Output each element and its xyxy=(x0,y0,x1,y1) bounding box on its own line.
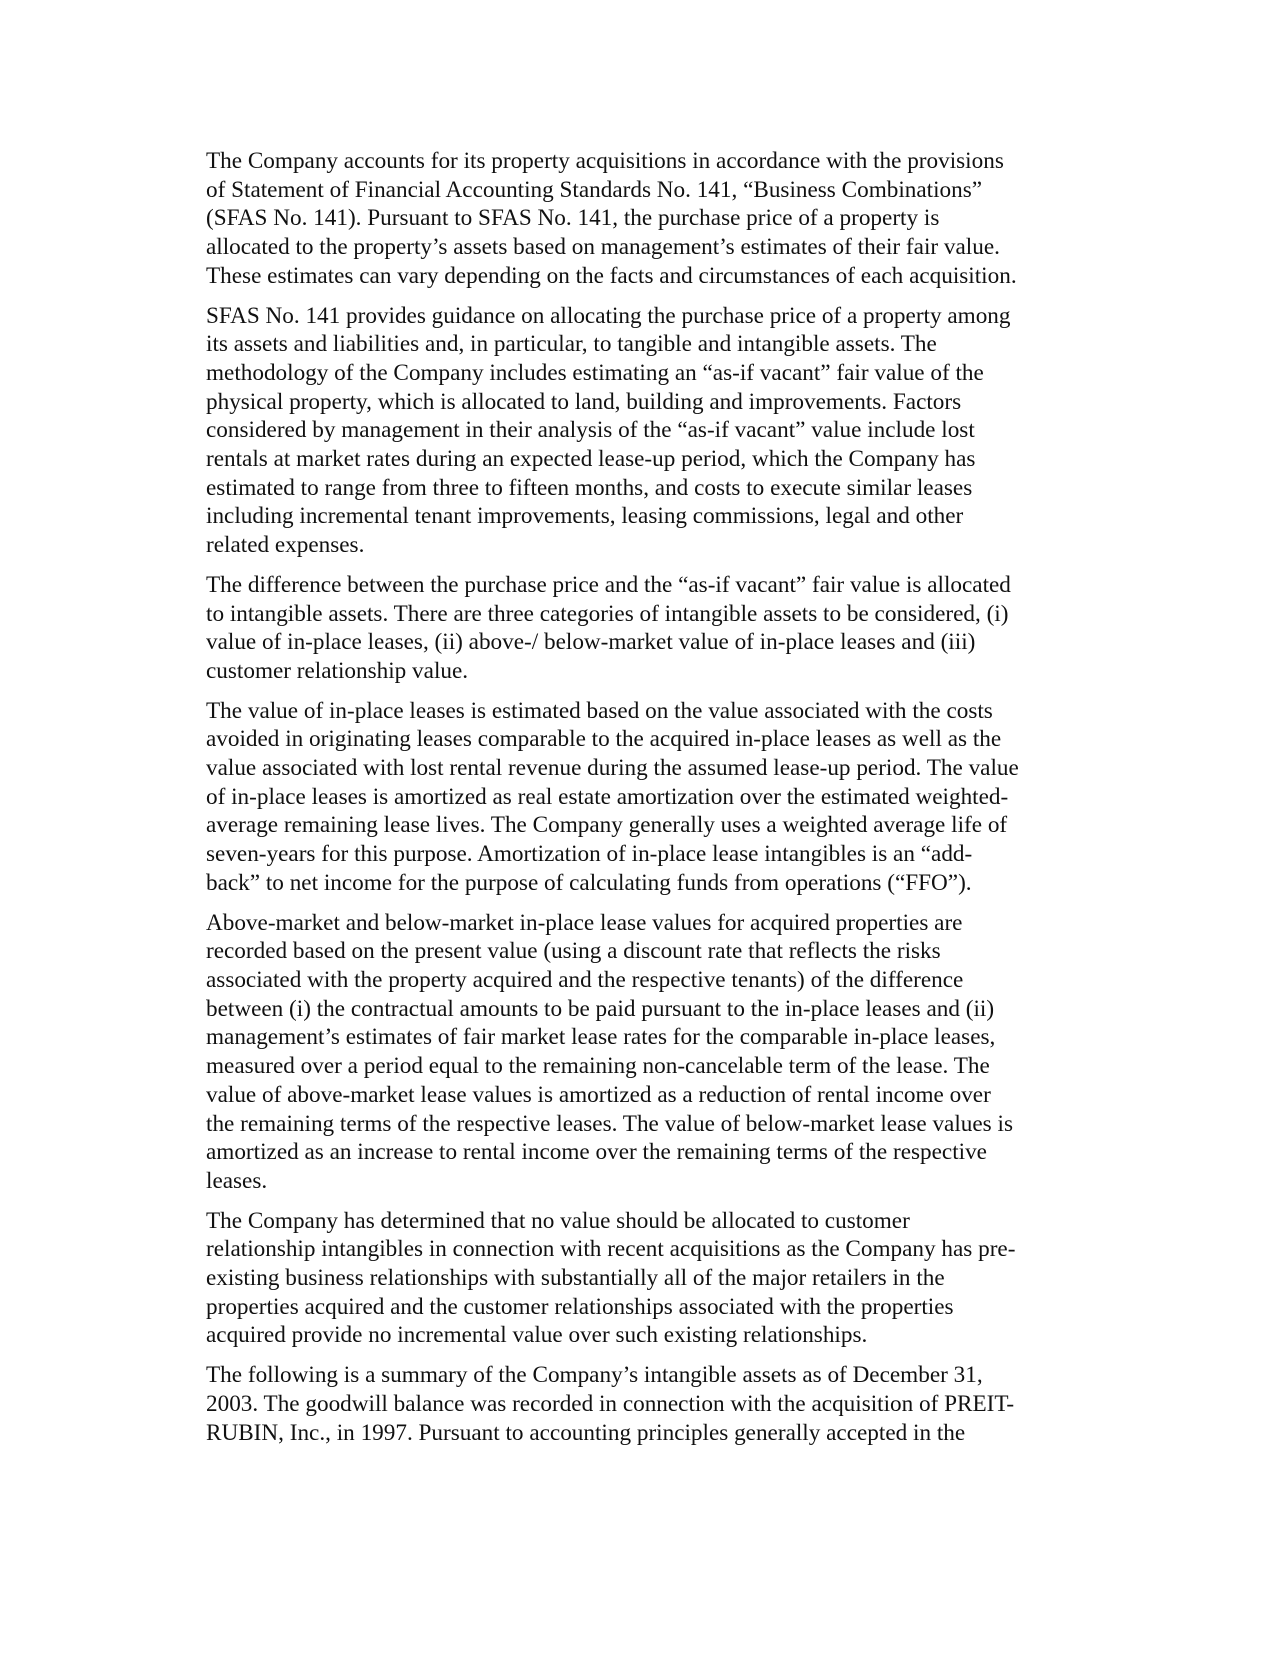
text-line: value associated with lost rental revenue during the assumed lease-up period. The value xyxy=(206,755,1019,782)
text-line: including incremental tenant improvements, leasing commissions, legal and other xyxy=(206,503,964,530)
text-line: physical property, which is allocated to land, building and improvements. Factors xyxy=(206,388,962,415)
text-line: RUBIN, Inc., in 1997. Pursuant to accounting principles generally accepted in the xyxy=(206,1419,966,1446)
text-line: average remaining lease lives. The Company generally uses a weighted average life of xyxy=(206,812,1008,839)
text-line: rentals at market rates during an expected lease-up period, which the Company has xyxy=(206,446,976,473)
text-line: management’s estimates of fair market lease rates for the comparable in-place leases, xyxy=(206,1024,996,1051)
text-line: allocated to the property’s assets based on management’s estimates of their fair value. xyxy=(206,234,1000,261)
text-line: properties acquired and the customer relationships associated with the properties xyxy=(206,1293,954,1320)
text-line: related expenses. xyxy=(206,532,365,559)
text-line: 2003. The goodwill balance was recorded in connection with the acquisition of PREIT- xyxy=(206,1390,1015,1417)
text-line: acquired provide no incremental value over such existing relationships. xyxy=(206,1322,868,1349)
text-line: associated with the property acquired and the respective tenants) of the difference xyxy=(206,966,964,993)
paragraph-customer-relationships xyxy=(206,1207,1086,1351)
text-line: amortized as an increase to rental income over the remaining terms of the respective xyxy=(206,1139,987,1166)
text-line: The Company has determined that no value should be allocated to customer xyxy=(206,1207,910,1234)
document-body xyxy=(206,147,1086,1458)
text-line: the remaining terms of the respective leases. The value of below-market lease values is xyxy=(206,1110,1013,1137)
text-line: SFAS No. 141 provides guidance on allocating the purchase price of a property among xyxy=(206,302,1011,329)
text-line: to intangible assets. There are three categories of intangible assets to be considered, (i) xyxy=(206,600,1009,627)
text-line: The value of in-place leases is estimated based on the value associated with the costs xyxy=(206,697,993,724)
text-line: value of above-market lease values is amortized as a reduction of rental income over xyxy=(206,1081,991,1108)
text-line: (SFAS No. 141). Pursuant to SFAS No. 141, the purchase price of a property is xyxy=(206,205,940,232)
paragraph-in-place-leases xyxy=(206,697,1086,898)
text-line: its assets and liabilities and, in particular, to tangible and intangible assets. The xyxy=(206,331,937,358)
text-line: The difference between the purchase price and the “as-if vacant” fair value is allocated xyxy=(206,571,1011,598)
text-line: avoided in originating leases comparable to the acquired in-place leases as well as the xyxy=(206,726,1002,753)
text-line: customer relationship value. xyxy=(206,657,469,684)
text-line: between (i) the contractual amounts to be paid pursuant to the in-place leases and (ii) xyxy=(206,995,995,1022)
text-line: considered by management in their analysis of the “as-if vacant” value include lost xyxy=(206,417,975,444)
text-line: seven-years for this purpose. Amortization of in-place lease intangibles is an “add- xyxy=(206,841,973,868)
text-line: relationship intangibles in connection with recent acquisitions as the Company has pre- xyxy=(206,1236,1016,1263)
text-line: These estimates can vary depending on the facts and circumstances of each acquisition. xyxy=(206,262,1017,289)
text-line: methodology of the Company includes estimating an “as-if vacant” fair value of the xyxy=(206,359,984,386)
text-line: back” to net income for the purpose of calculating funds from operations (“FFO”). xyxy=(206,869,972,896)
paragraph-intangible-categories xyxy=(206,571,1086,686)
text-line: value of in-place leases, (ii) above-/ below-market value of in-place leases and (iii) xyxy=(206,629,976,656)
text-line: estimated to range from three to fifteen months, and costs to execute similar leases xyxy=(206,474,973,501)
text-line: of Statement of Financial Accounting Standards No. 141, “Business Combinations” xyxy=(206,176,983,203)
text-line: The following is a summary of the Company’s intangible assets as of December 31, xyxy=(206,1362,983,1389)
text-line: existing business relationships with substantially all of the major retailers in the xyxy=(206,1265,945,1292)
paragraph-intangible-summary xyxy=(206,1361,1086,1447)
text-line: leases. xyxy=(206,1167,268,1194)
paragraph-above-below-market xyxy=(206,909,1086,1196)
paragraph-sfas-141-acquisitions xyxy=(206,147,1086,291)
text-line: recorded based on the present value (using a discount rate that reflects the risks xyxy=(206,938,941,965)
text-line: The Company accounts for its property acquisitions in accordance with the provisions xyxy=(206,148,1004,174)
text-line: Above-market and below-market in-place lease values for acquired properties are xyxy=(206,909,963,936)
text-line: of in-place leases is amortized as real estate amortization over the estimated weighted- xyxy=(206,783,1009,810)
text-line: measured over a period equal to the remaining non-cancelable term of the lease. The xyxy=(206,1053,990,1080)
paragraph-allocation-guidance xyxy=(206,302,1086,560)
